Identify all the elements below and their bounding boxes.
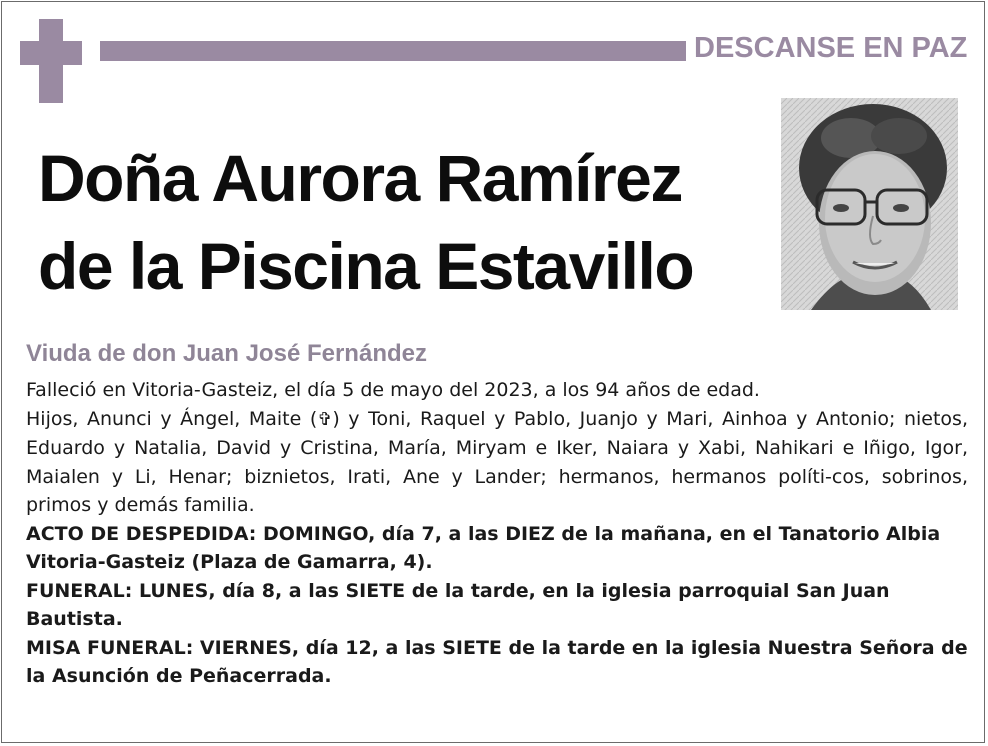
latin-cross-icon [20,19,82,103]
deceased-name [38,134,768,310]
family-list-part-2: ) y Toni, Raquel y Pablo, Juanjo y Mari, Ainhoa y Antonio; nietos, Eduardo y Natalia, David y Cristina, María, Miryam e Iker, Naiara y Xabi, Nahikari e Iñigo, Igor, Maialen y Li, Henar; biznietos, Irati, Ane y Lander; hermanos, hermanos políti-cos, sobrinos, primos y demás familia. [26,407,968,516]
funeral-mass-info: MISA FUNERAL: VIERNES, día 12, a las SIETE de la tarde en la iglesia Nuestra Señora de la Asunción de Peñacerrada. [26,636,968,687]
name-line-2: de la Piscina Estavillo [38,229,694,303]
family-list-part-1: Hijos, Anunci y Ángel, Maite ( [26,407,318,430]
header-bar [100,41,686,61]
notice-body [26,376,968,691]
portrait-photo [781,98,958,310]
family-list [26,405,968,520]
death-announcement: Falleció en Vitoria-Gasteiz, el día 5 de mayo del 2023, a los 94 años de edad. [26,379,760,401]
funeral-info: FUNERAL: LUNES, día 8, a las SIETE de la tarde, en la iglesia parroquial San Juan Bautista. [26,579,890,630]
widow-of-line: Viuda de don Juan José Fernández [26,340,427,367]
outlined-cross-icon: ✞ [317,408,333,430]
farewell-ceremony: ACTO DE DESPEDIDA: DOMINGO, día 7, a las DIEZ de la mañana, en el Tanatorio Albia Vitoria-Gasteiz (Plaza de Gamarra, 4). [26,522,941,573]
tagline: DESCANSE EN PAZ [694,32,968,64]
name-line-1: Doña Aurora Ramírez [38,141,682,215]
obituary-notice [1,1,985,743]
